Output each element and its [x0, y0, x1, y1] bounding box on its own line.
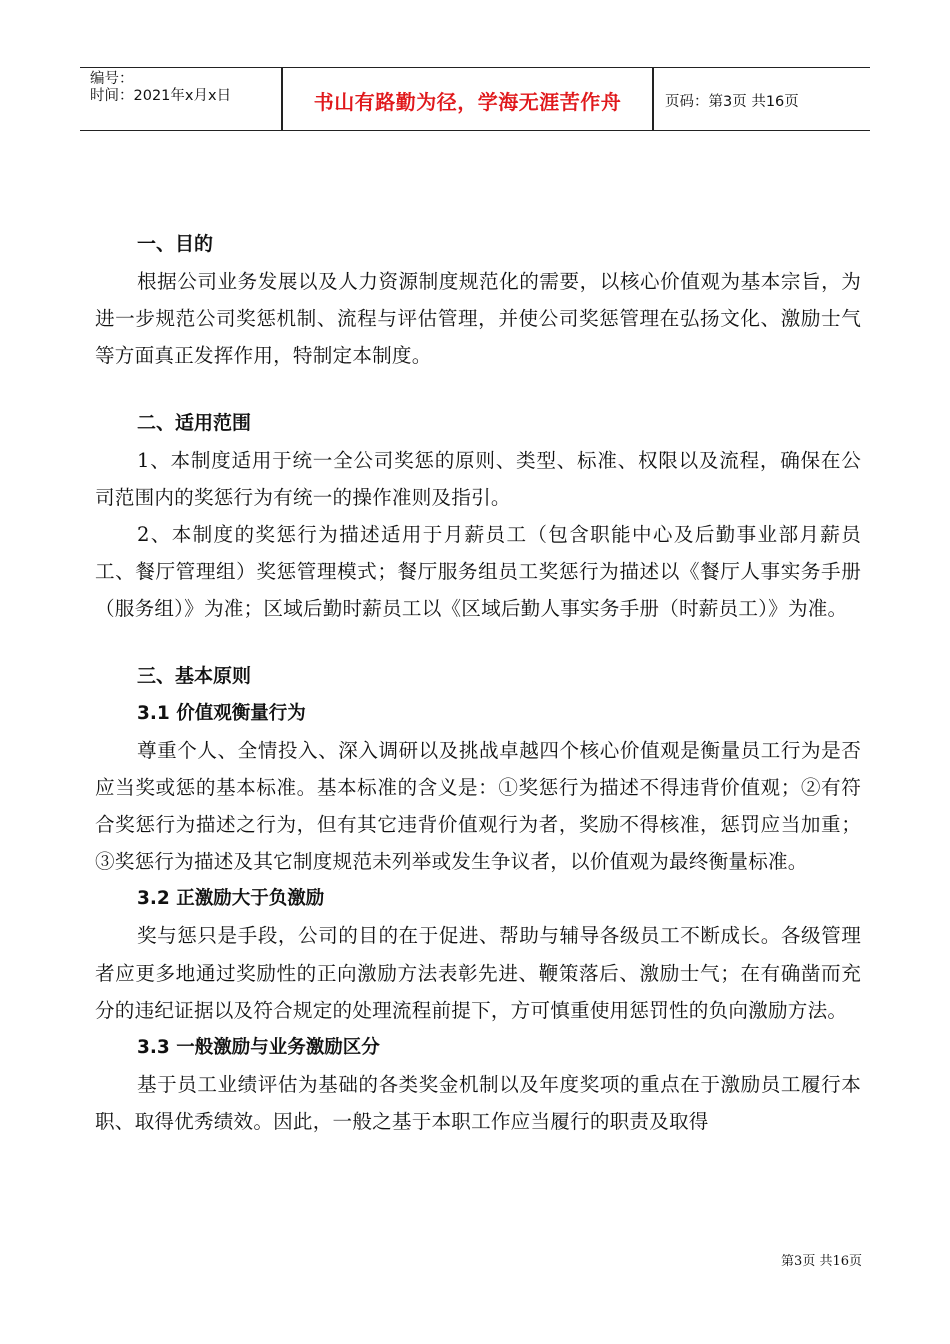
paragraph: 1、本制度适用于统一全公司奖惩的原则、类型、标准、权限以及流程，确保在公司范围内的奖惩行为有统一的操作准则及指引。 [95, 448, 861, 509]
section-title-purpose: 一、目的 [137, 233, 214, 255]
paragraph: 基于员工业绩评估为基础的各类奖金机制以及年度奖项的重点在于激励员工履行本职、取得优秀绩效。因此，一般之基于本职工作应当履行的职责及取得 [95, 1073, 861, 1134]
header-time: 时间：2021年x月x日 [90, 88, 232, 104]
paragraph: 尊重个人、全情投入、深入调研以及挑战卓越四个核心价值观是衡量员工行为是否应当奖或惩的基本标准。基本标准的含义是：①奖惩行为描述不得违背价值观；②有符合奖惩行为描述之行为，但有其它违背价值观行为者，奖励不得核准，惩罚应当加重；③奖惩行为描述及其它制度规范未列举或发生争议者，以价值观为最终衡量标准。 [95, 738, 861, 874]
subsection-title: 3.3 一般激励与业务激励区分 [137, 1037, 380, 1059]
header-divider [652, 68, 654, 130]
subsection-title: 3.2 正激励大于负激励 [137, 888, 325, 910]
section-title-principles: 三、基本原则 [137, 664, 252, 687]
header-page-number: 页码：第3页 共16页 [665, 94, 799, 110]
header-meta [90, 71, 231, 105]
subsection-title: 3.1 价值观衡量行为 [137, 702, 306, 724]
header-motto: 书山有路勤为径，学海无涯苦作舟 [313, 90, 622, 114]
paragraph: 2、本制度的奖惩行为描述适用于月薪员工（包含职能中心及后勤事业部月薪员工、餐厅管理组）奖惩管理模式；餐厅服务组员工奖惩行为描述以《餐厅人事实务手册（服务组）》为准；区域后勤时薪员工以《区域后勤人事实务手册（时薪员工）》为准。 [95, 523, 861, 621]
header-number: 编号： [90, 71, 134, 87]
paragraph: 根据公司业务发展以及人力资源制度规范化的需要，以核心价值观为基本宗旨，为进一步规范公司奖惩机制、流程与评估管理，并使公司奖惩管理在弘扬文化、激励士气等方面真正发挥作用，特制定本制度。 [95, 270, 861, 368]
document-body [95, 226, 861, 1140]
paragraph: 奖与惩只是手段，公司的目的在于促进、帮助与辅导各级员工不断成长。各级管理者应更多地通过奖励性的正向激励方法表彰先进、鞭策落后、激励士气；在有确凿而充分的违纪证据以及符合规定的处理流程前提下，方可慎重使用惩罚性的负向激励方法。 [95, 924, 861, 1022]
footer-page-number: 第3页 共16页 [781, 1254, 862, 1269]
section-title-scope: 二、适用范围 [137, 411, 252, 434]
document-header [80, 67, 870, 131]
